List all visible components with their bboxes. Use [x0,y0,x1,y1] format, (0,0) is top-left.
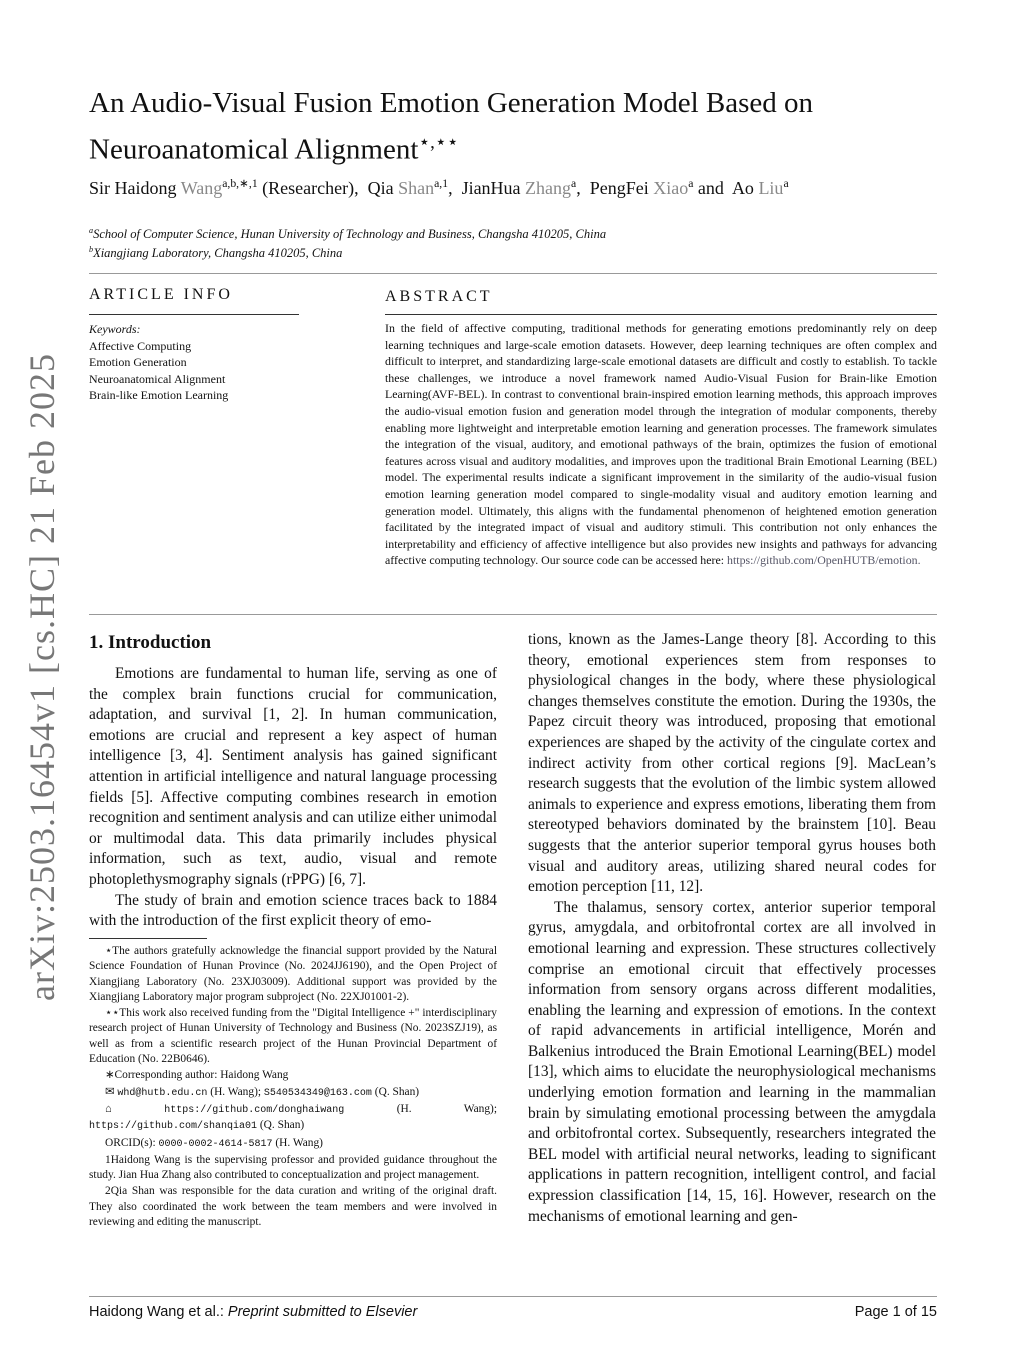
paper-title [89,84,909,170]
article-info-rule [89,314,299,315]
urls: ⌂ https://github.com/donghaiwang (H. Wang); https://github.com/shanqia01 (Q. Shan) [89,1102,497,1133]
source-code-link[interactable]: https://github.com/OpenHUTB/emotion. [727,553,921,568]
abstract-text: In the field of affective computing, traditional methods for generating emotions predominantly rely on deep learning techniques and large-scale emotion datasets. However, deep learning techniques are often complex and difficult to interpret, and standardizing large-scale emotional datasets are difficult and costly to establish. To tackle these challenges, we introduce a novel framework named Audio-Visual Fusion for Brain-like Emotion Learning(AVF-BEL). In contrast to conventional brain-inspired emotion learning methods, this approach improves the audio-visual emotion fusion and generation model through the integration of modular components, thereby enabling more lightweight and interpretable emotion learning and generation processes. The framework simulates the integration of the visual, auditory, and emotional pathways of the brain, optimizes the fusion of emotional features across visual and auditory modalities, and improves upon the traditional Brain Emotional Learning (BEL) model. The experimental results indicate a significant improvement in the similarity of the audio-visual fusion emotion learning generation model compared to single-modality visual and auditory emotion learning and generation model. Ultimately, this aligns with the fundamental phenomenon of heightened emotion generation facilitated by the integrated impact of visual and auditory stimuli. This contribution not only enhances the interpretability and efficiency of affective intelligence but also provides new insights and pathways for advancing affective computing technology. Our source code can be accessed here: https://github.com/OpenHUTB/emotion. [385,321,937,568]
abstract-divider [89,614,937,615]
paragraph: The thalamus, sensory cortex, anterior superior temporal gyrus, amygdala, and orbitofrontal cortex are all involved in emotional learning and expression. These structures collectively comprise an emotional circuit that effectively processes information from sensory organs across different modalities, enabling the learning and expression of emotions. In the context of rapid advancements in artificial intelligence, Morén and Balkenius introduced the Brain Emotional Learning(BEL) model [13], which aims to elucidate the neurophysiological mechanisms underlying emotion formation and learning in the mammalian brain by simulating emotional processing between the amygdala and orbitofrontal cortex. Subsequently, researchers integrated the BEL model with artificial neural networks, leading to significant applications in pattern recognition, intelligent control, and facial expression classification [14, 15, 16]. However, research on the mechanisms of emotional learning and gen- [528,898,936,1225]
email-link[interactable]: whd@hutb.edu.cn [117,1087,208,1099]
author: Sir Haidong Wang$^{a,b,∗,1}$ (Researcher), [89,177,359,198]
keyword: Neuroanatomical Alignment [89,371,226,386]
affiliation: $^a$School of Computer Science, Hunan University of Technology and Business, Changsha 410205, China [89,226,607,242]
paragraph: Emotions are fundamental to human life, serving as one of the complex brain functions crucial for communication, adaptation, and survival [1, 2]. In human communication, emotions are crucial and represent a key aspect of human intelligence [3, 4]. Sentiment analysis has gained significant attention in artificial intelligence and natural language processing fields [5]. Affective computing combines research in emotion recognition and sentiment analysis and can utilize either unimodal or multimodal data. This data primarily includes physical information, such as text, audio, visual and remote photoplethysmography signals (rPPG) [6, 7]. [89,665,497,888]
keywords-label: Keywords: [89,322,141,336]
footer-divider [89,1296,937,1297]
section-heading: 1. Introduction [89,632,212,653]
author: Ao Liu$^a$ [731,177,789,198]
page-number: Page 1 of 15 [854,1304,937,1320]
url-link[interactable]: https://github.com/shanqia01 [89,1121,258,1133]
footer-journal: Preprint submitted to Elsevier [227,1304,418,1320]
article-info-heading: ARTICLE INFO [89,286,233,303]
right-column [528,630,936,1227]
emails: ✉ whd@hutb.edu.cn (H. Wang); S540534349@163.com (Q. Shan) [105,1085,420,1099]
email-link[interactable]: S540534349@163.com [263,1087,372,1099]
paragraph: The study of brain and emotion science traces back to 1884 with the introduction of the first explicit theory of emo- [89,891,497,930]
footer-author: Haidong Wang et al.: [89,1304,224,1320]
header-divider [89,273,937,274]
footnote-rule [89,938,207,939]
url-link[interactable]: https://github.com/donghaiwang [164,1104,345,1116]
title-footnote-marks: ⋆,⋆⋆ [418,132,459,153]
author-list [89,176,949,199]
keyword: Affective Computing [89,338,192,353]
footnote: 1Haidong Wang is the supervising professor and provided guidance throughout the study. Jian Hua Zhang also contributed to conceptualization and project management. [89,1153,497,1182]
title-text: An Audio-Visual Fusion Emotion Generation Model Based on Neuroanatomical Alignment [89,87,813,166]
author: PengFei Xiao$^a$ and [589,177,724,198]
author: Qia Shan$^{a,1}$, [367,177,453,198]
footnote: ⋆The authors gratefully acknowledge the financial support provided by the Natural Science Foundation of Hunan Province (No. 2024JJ6190), and the Open Project of Xiangjiang Laboratory (No. 23XJ03009). Additional support was provided by the Xiangjiang Laboratory major program subproject (No. 22XJ01001-2). [89,945,497,1003]
affiliation: $^b$Xiangjiang Laboratory, Changsha 410205, China [89,245,343,261]
footnote: 2Qia Shan was responsible for the data curation and writing of the original draft. They also coordinated the work between the team members and were involved in reviewing and editing the manuscript. [89,1185,497,1229]
keywords-block [89,321,309,404]
author: JianHua Zhang$^a$, [461,177,581,198]
abstract-heading: ABSTRACT [385,288,493,305]
keyword: Brain-like Emotion Learning [89,388,229,402]
footnote: ⋆⋆This work also received funding from the "Digital Intelligence +" interdisciplinary research project of Hunan University of Technology and Business (No. 2023SZJ19), as well as from a scientific research project of the Hunan Provincial Department of Education (No. 22B0646). [89,1007,497,1066]
footnotes [89,944,497,1231]
page-footer [89,1304,937,1320]
arxiv-sidebar-stamp: arXiv:2503.16454v1 [cs.HC] 21 Feb 2025 [22,353,62,1001]
corresponding-author: ∗Corresponding author: Haidong Wang [105,1069,289,1082]
paragraph: tions, known as the James-Lange theory [8]. According to this theory, emotional experiences stem from responses to physiological changes in the body, where these physiological changes themselves constitute the emotion. During the 1930s, the Papez circuit theory was introduced, proposing that emotional experiences are shaped by the activity of the cingulate cortex and indirect activity from other cortical regions [9]. MacLean’s research suggests that the evolution of the limbic system allowed animals to experience and express emotions, liberating them from stereotyped behaviors dominated by the brainstem [10]. Beau suggests that the anterior superior temporal gyrus houses both visual and auditory areas, utilizing shared neural codes for emotion perception [11, 12]. [528,631,936,896]
abstract-rule [385,314,937,315]
orcid: ORCID(s): 0000-0002-4614-5817 (H. Wang) [105,1136,323,1150]
keyword: Emotion Generation [89,355,187,369]
left-column [89,664,497,932]
